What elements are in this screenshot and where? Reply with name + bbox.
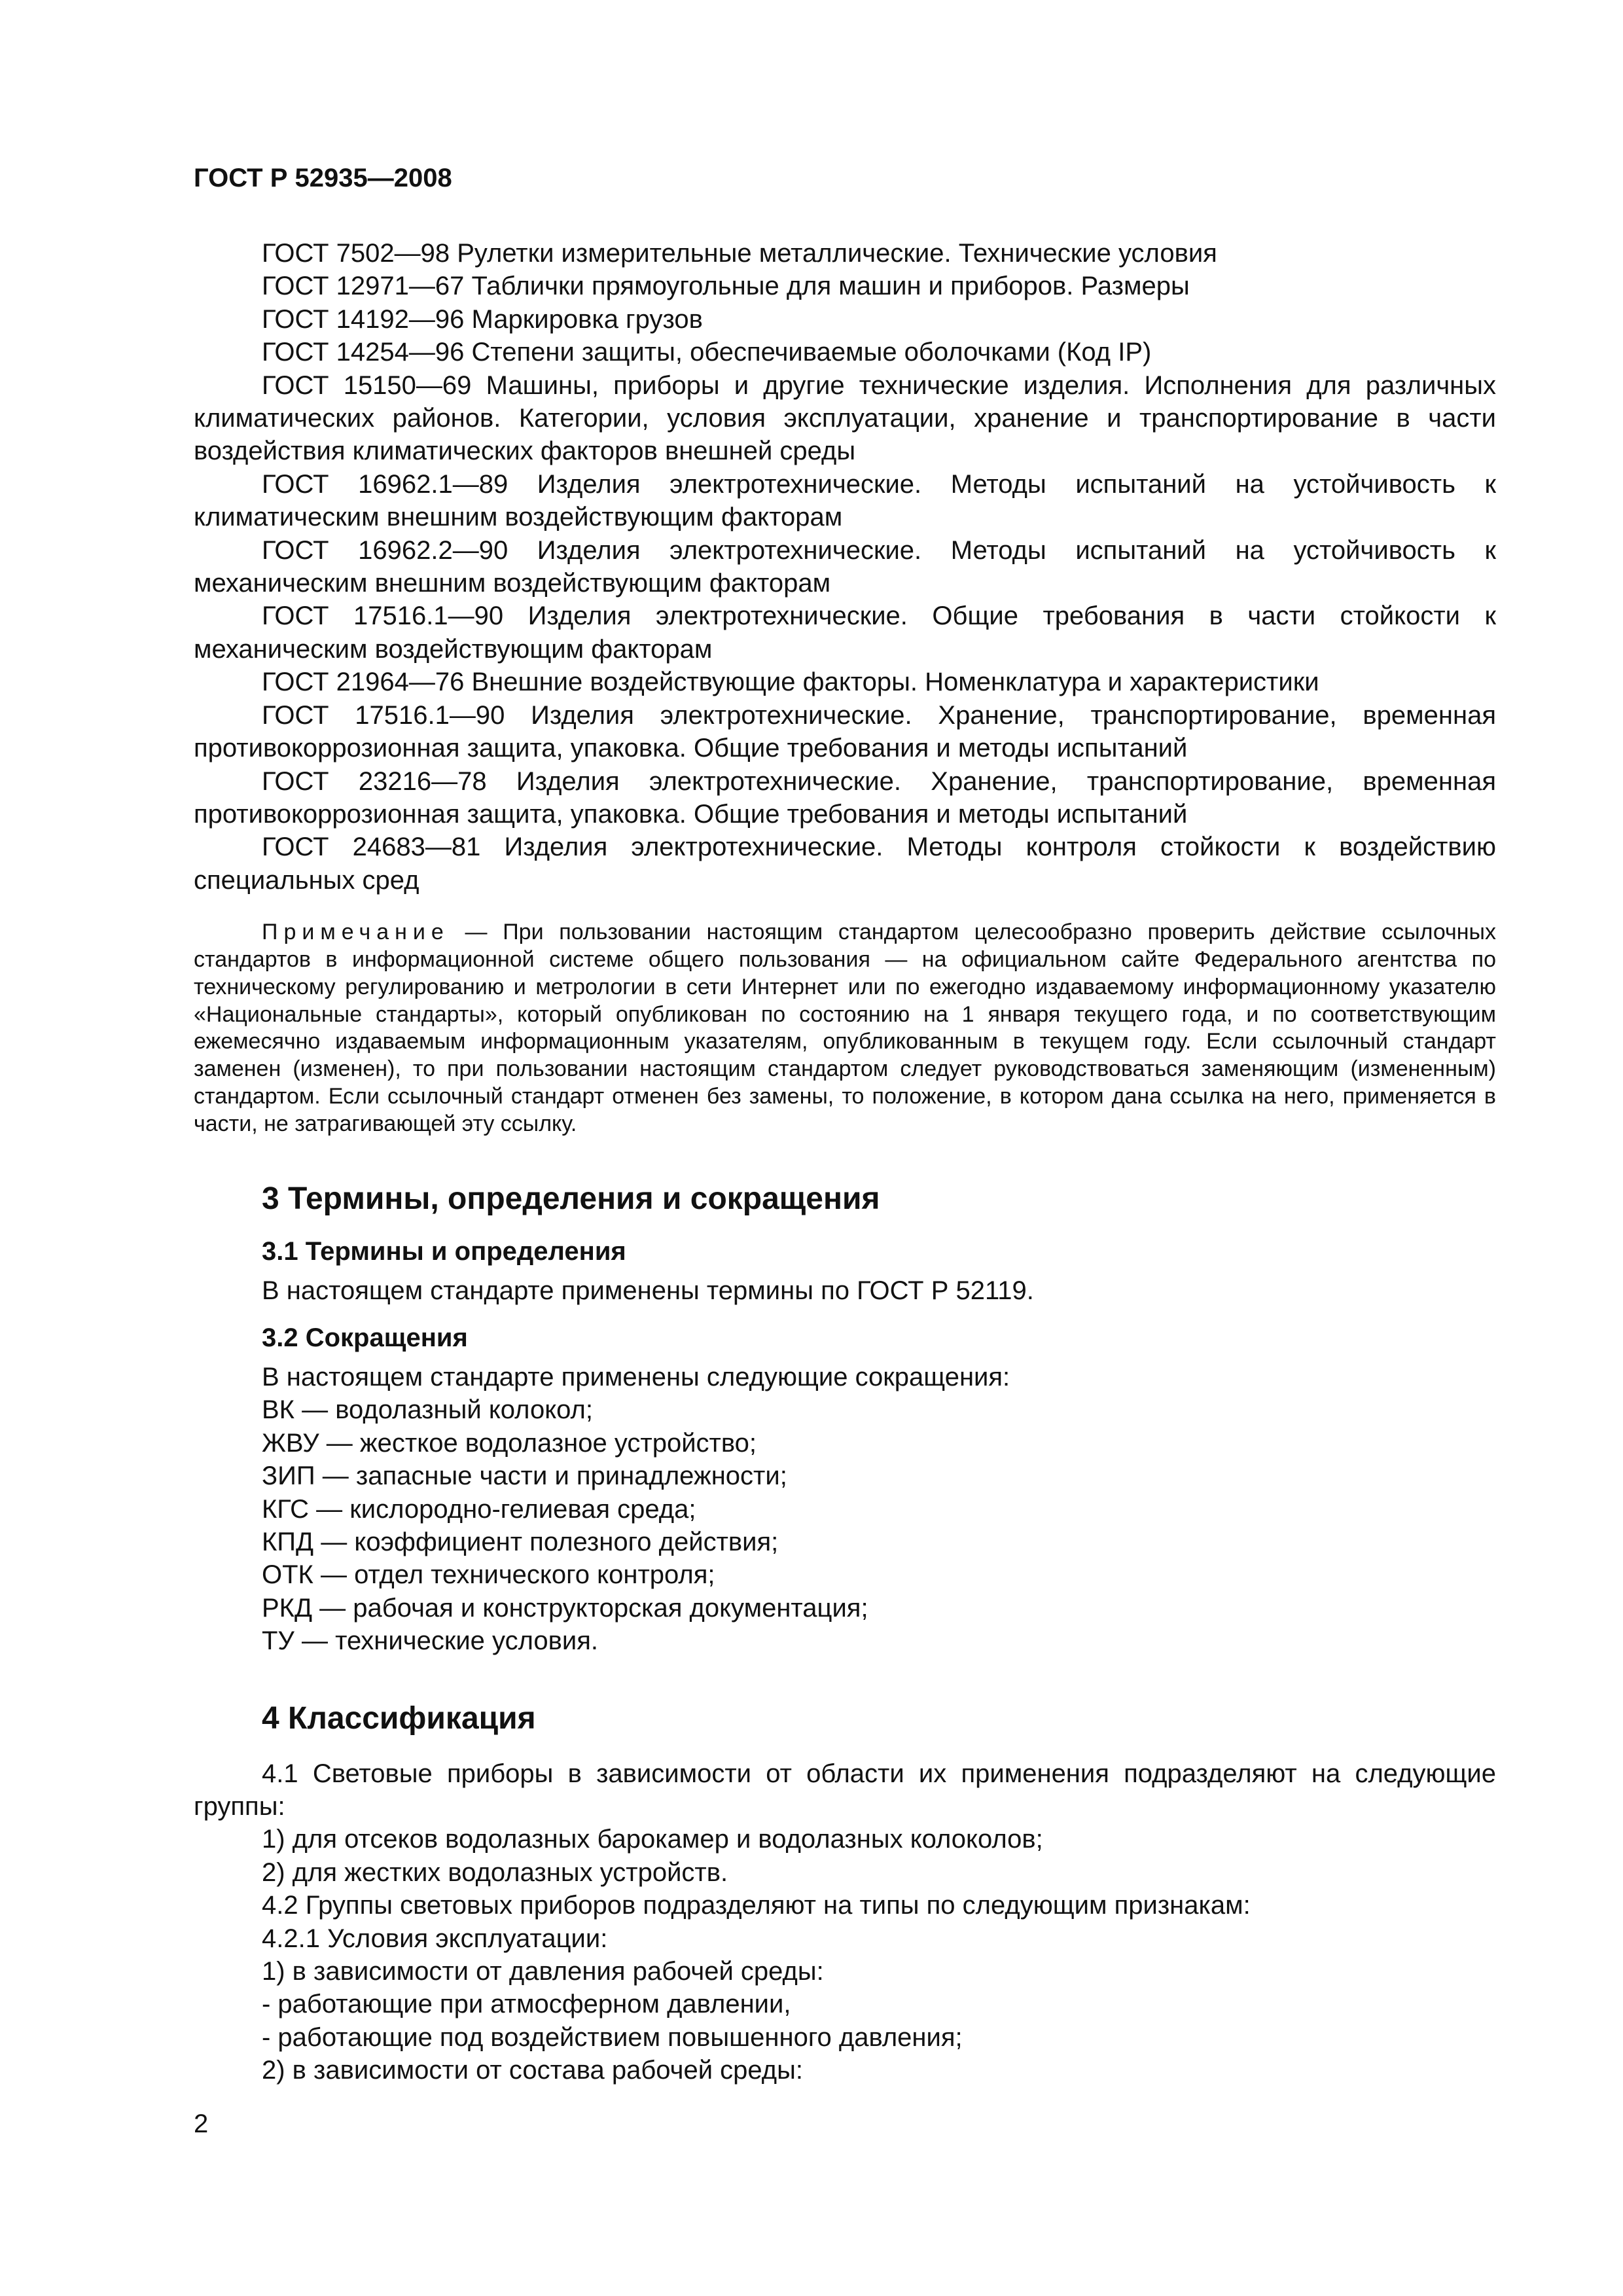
subsection-3-2-heading: 3.2 Сокращения (262, 1323, 468, 1352)
reference-item: ГОСТ 14192—96 Маркировка грузов (262, 304, 703, 334)
abbreviations-intro: В настоящем стандарте применены следующие сокращения: (262, 1362, 1010, 1391)
abbreviation-item: КПД — коэффициент полезного действия; (262, 1527, 779, 1556)
reference-item: ГОСТ 7502—98 Рулетки измерительные металлические. Технические условия (262, 239, 1217, 268)
normative-references-list (194, 237, 1496, 897)
page-content (194, 237, 1496, 2087)
abbreviation-item: ОТК — отдел технического контроля; (262, 1560, 715, 1590)
clause-paragraph: - работающие под воздействием повышенного давления; (262, 2022, 963, 2052)
reference-item: ГОСТ 16962.2—90 Изделия электротехнические. Методы испытаний на устойчивость к механическим внешним воздействующим факторам (194, 535, 1496, 598)
reference-item: ГОСТ 12971—67 Таблички прямоугольные для машин и приборов. Размеры (262, 272, 1190, 301)
reference-item: ГОСТ 15150—69 Машины, приборы и другие технические изделия. Исполнения для различных климатических районов. Категории, условия эксплуатации, хранение и транспортирование в части воздействия климатических факторов внешней среды (194, 370, 1496, 466)
abbreviation-item: ВК — водолазный колокол; (262, 1395, 593, 1425)
abbreviation-item: ЖВУ — жесткое водолазное устройство; (262, 1428, 757, 1458)
abbreviations-list (194, 1361, 1496, 1658)
clause-paragraph: 1) для отсеков водолазных барокамер и водолазных колоколов; (262, 1825, 1043, 1854)
clause-paragraph: 2) в зависимости от состава рабочей среды: (262, 2056, 803, 2085)
reference-item: ГОСТ 24683—81 Изделия электротехнические. Методы контроля стойкости к воздействию специальных сред (194, 833, 1496, 895)
reference-item: ГОСТ 23216—78 Изделия электротехнические. Хранение, транспортирование, временная противокоррозионная защита, упаковка. Общие требования и методы испытаний (194, 766, 1496, 829)
note-label: Примечание (262, 920, 450, 945)
abbreviation-item: РКД — рабочая и конструкторская документация; (262, 1593, 868, 1623)
reference-item: ГОСТ 14254—96 Степени защиты, обеспечиваемые оболочками (Код IP) (262, 338, 1152, 367)
reference-item: ГОСТ 16962.1—89 Изделия электротехнические. Методы испытаний на устойчивость к климатическим внешним воздействующим факторам (194, 469, 1496, 532)
clause-paragraph: 1) в зависимости от давления рабочей среды: (262, 1957, 824, 1986)
classification-text (194, 1757, 1496, 2087)
abbreviation-item: ЗИП — запасные части и принадлежности; (262, 1462, 787, 1491)
note-text: — При пользовании настоящим стандартом целесообразно проверить действие ссылочных стандартов в информационной системе общего пользования — на официальном сайте Федерального агентства по техническому регулированию и метрологии в сети Интернет или по ежегодно издаваемому информационному указателю «Национальные стандарты», который опубликован по состоянию на 1 января текущего года, и по соответствующим ежемесячно издаваемым информационным указателям, опубликованным в текущем году. Если ссылочный стандарт заменен (изменен), то при пользовании настоящим стандартом следует руководствоваться заменяющим (измененным) стандартом. Если ссылочный стандарт отменен без замены, то положение, в котором дана ссылка на него, применяется в части, не затрагивающей эту ссылку. (194, 920, 1496, 1136)
abbreviation-item: ТУ — технические условия. (262, 1626, 598, 1656)
reference-item: ГОСТ 17516.1—90 Изделия электротехнические. Общие требования в части стойкости к механическим воздействующим факторам (194, 601, 1496, 664)
document-code-header: ГОСТ Р 52935—2008 (194, 164, 452, 192)
terms-text: В настоящем стандарте применены термины по ГОСТ Р 52119. (262, 1276, 1034, 1305)
clause-paragraph: - работающие при атмосферном давлении, (262, 1990, 791, 2019)
abbreviation-item: КГС — кислородно-гелиевая среда; (262, 1494, 696, 1524)
section-3-heading: 3 Термины, определения и сокращения (262, 1181, 880, 1216)
section-4-heading: 4 Классификация (262, 1700, 536, 1736)
clause-paragraph: 4.2.1 Условия эксплуатации: (262, 1924, 608, 1953)
reference-item: ГОСТ 21964—76 Внешние воздействующие факторы. Номенклатура и характеристики (262, 668, 1319, 697)
reference-item: ГОСТ 17516.1—90 Изделия электротехнические. Хранение, транспортирование, временная противокоррозионная защита, упаковка. Общие требования и методы испытаний (194, 700, 1496, 763)
terms-block (194, 1274, 1496, 1307)
clause-paragraph: 4.1 Световые приборы в зависимости от области их применения подразделяют на следующие группы: (194, 1759, 1496, 1821)
clause-paragraph: 2) для жестких водолазных устройств. (262, 1857, 728, 1887)
page-number: 2 (194, 2109, 209, 2138)
references-note (194, 919, 1496, 1138)
subsection-3-1-heading: 3.1 Термины и определения (262, 1236, 626, 1266)
clause-paragraph: 4.2 Группы световых приборов подразделяют на типы по следующим признакам: (262, 1891, 1251, 1920)
